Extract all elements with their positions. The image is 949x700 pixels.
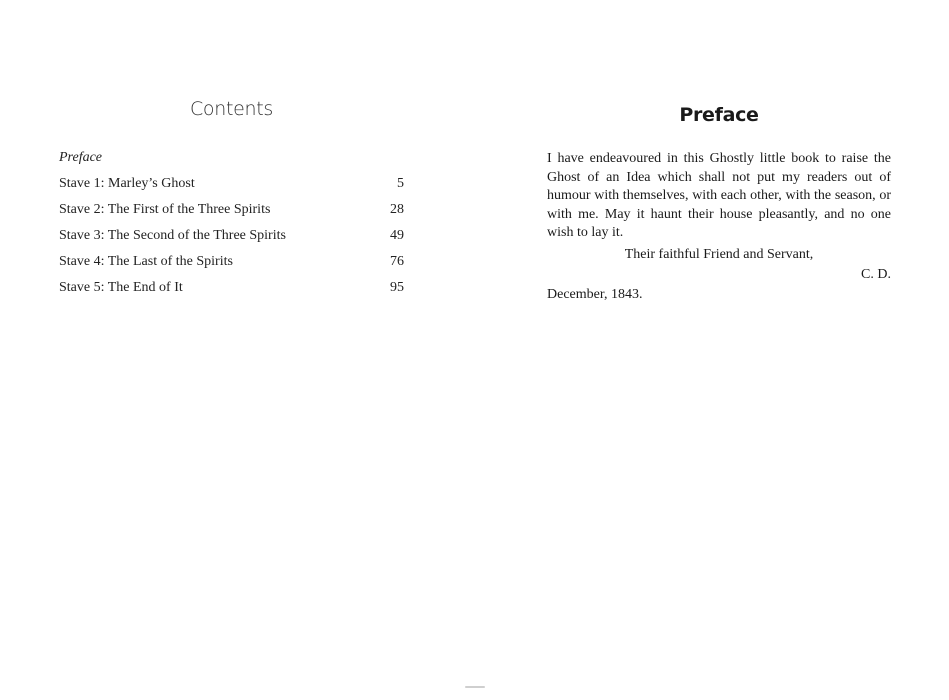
- toc-item-stave-3[interactable]: [59, 228, 404, 254]
- preface-body: [547, 150, 891, 305]
- toc-item-page: 49: [390, 228, 404, 243]
- preface-closing: Their faithful Friend and Servant,: [624, 246, 814, 262]
- toc-item-stave-5[interactable]: [59, 280, 404, 306]
- page-scrubber-indicator[interactable]: [465, 686, 485, 688]
- contents-page: [59, 0, 404, 700]
- toc-item-stave-1[interactable]: [59, 176, 404, 202]
- toc-item-title: Stave 1: Marley’s Ghost: [59, 176, 195, 191]
- toc-item-page: 76: [390, 254, 404, 269]
- preface-page: [547, 0, 891, 700]
- toc-item-title: Stave 3: The Second of the Three Spirits: [59, 228, 286, 243]
- toc-item-stave-4[interactable]: [59, 254, 404, 280]
- toc-item-preface[interactable]: [59, 150, 404, 176]
- preface-paragraph: I have endeavoured in this Ghostly little book to raise the Ghost of an Idea which shall not put my readers out of humour with themselves, with each other, with the season, or with me. May it haunt their house pleasantly, and no one wish to lay it.: [547, 151, 891, 240]
- toc-item-title: Stave 4: The Last of the Spirits: [59, 254, 233, 269]
- contents-heading: Contents: [189, 98, 274, 120]
- toc-item-page: 28: [390, 202, 404, 217]
- toc-item-page: 5: [397, 176, 404, 191]
- table-of-contents: [59, 150, 404, 306]
- preface-date: December, 1843.: [547, 286, 643, 302]
- toc-item-title: Stave 2: The First of the Three Spirits: [59, 202, 271, 217]
- toc-item-page: 95: [390, 280, 404, 295]
- toc-item-title: Preface: [59, 150, 103, 165]
- toc-item-title: Stave 5: The End of It: [59, 280, 183, 295]
- preface-signature: C. D.: [861, 266, 891, 282]
- preface-heading: Preface: [679, 104, 759, 126]
- toc-item-stave-2[interactable]: [59, 202, 404, 228]
